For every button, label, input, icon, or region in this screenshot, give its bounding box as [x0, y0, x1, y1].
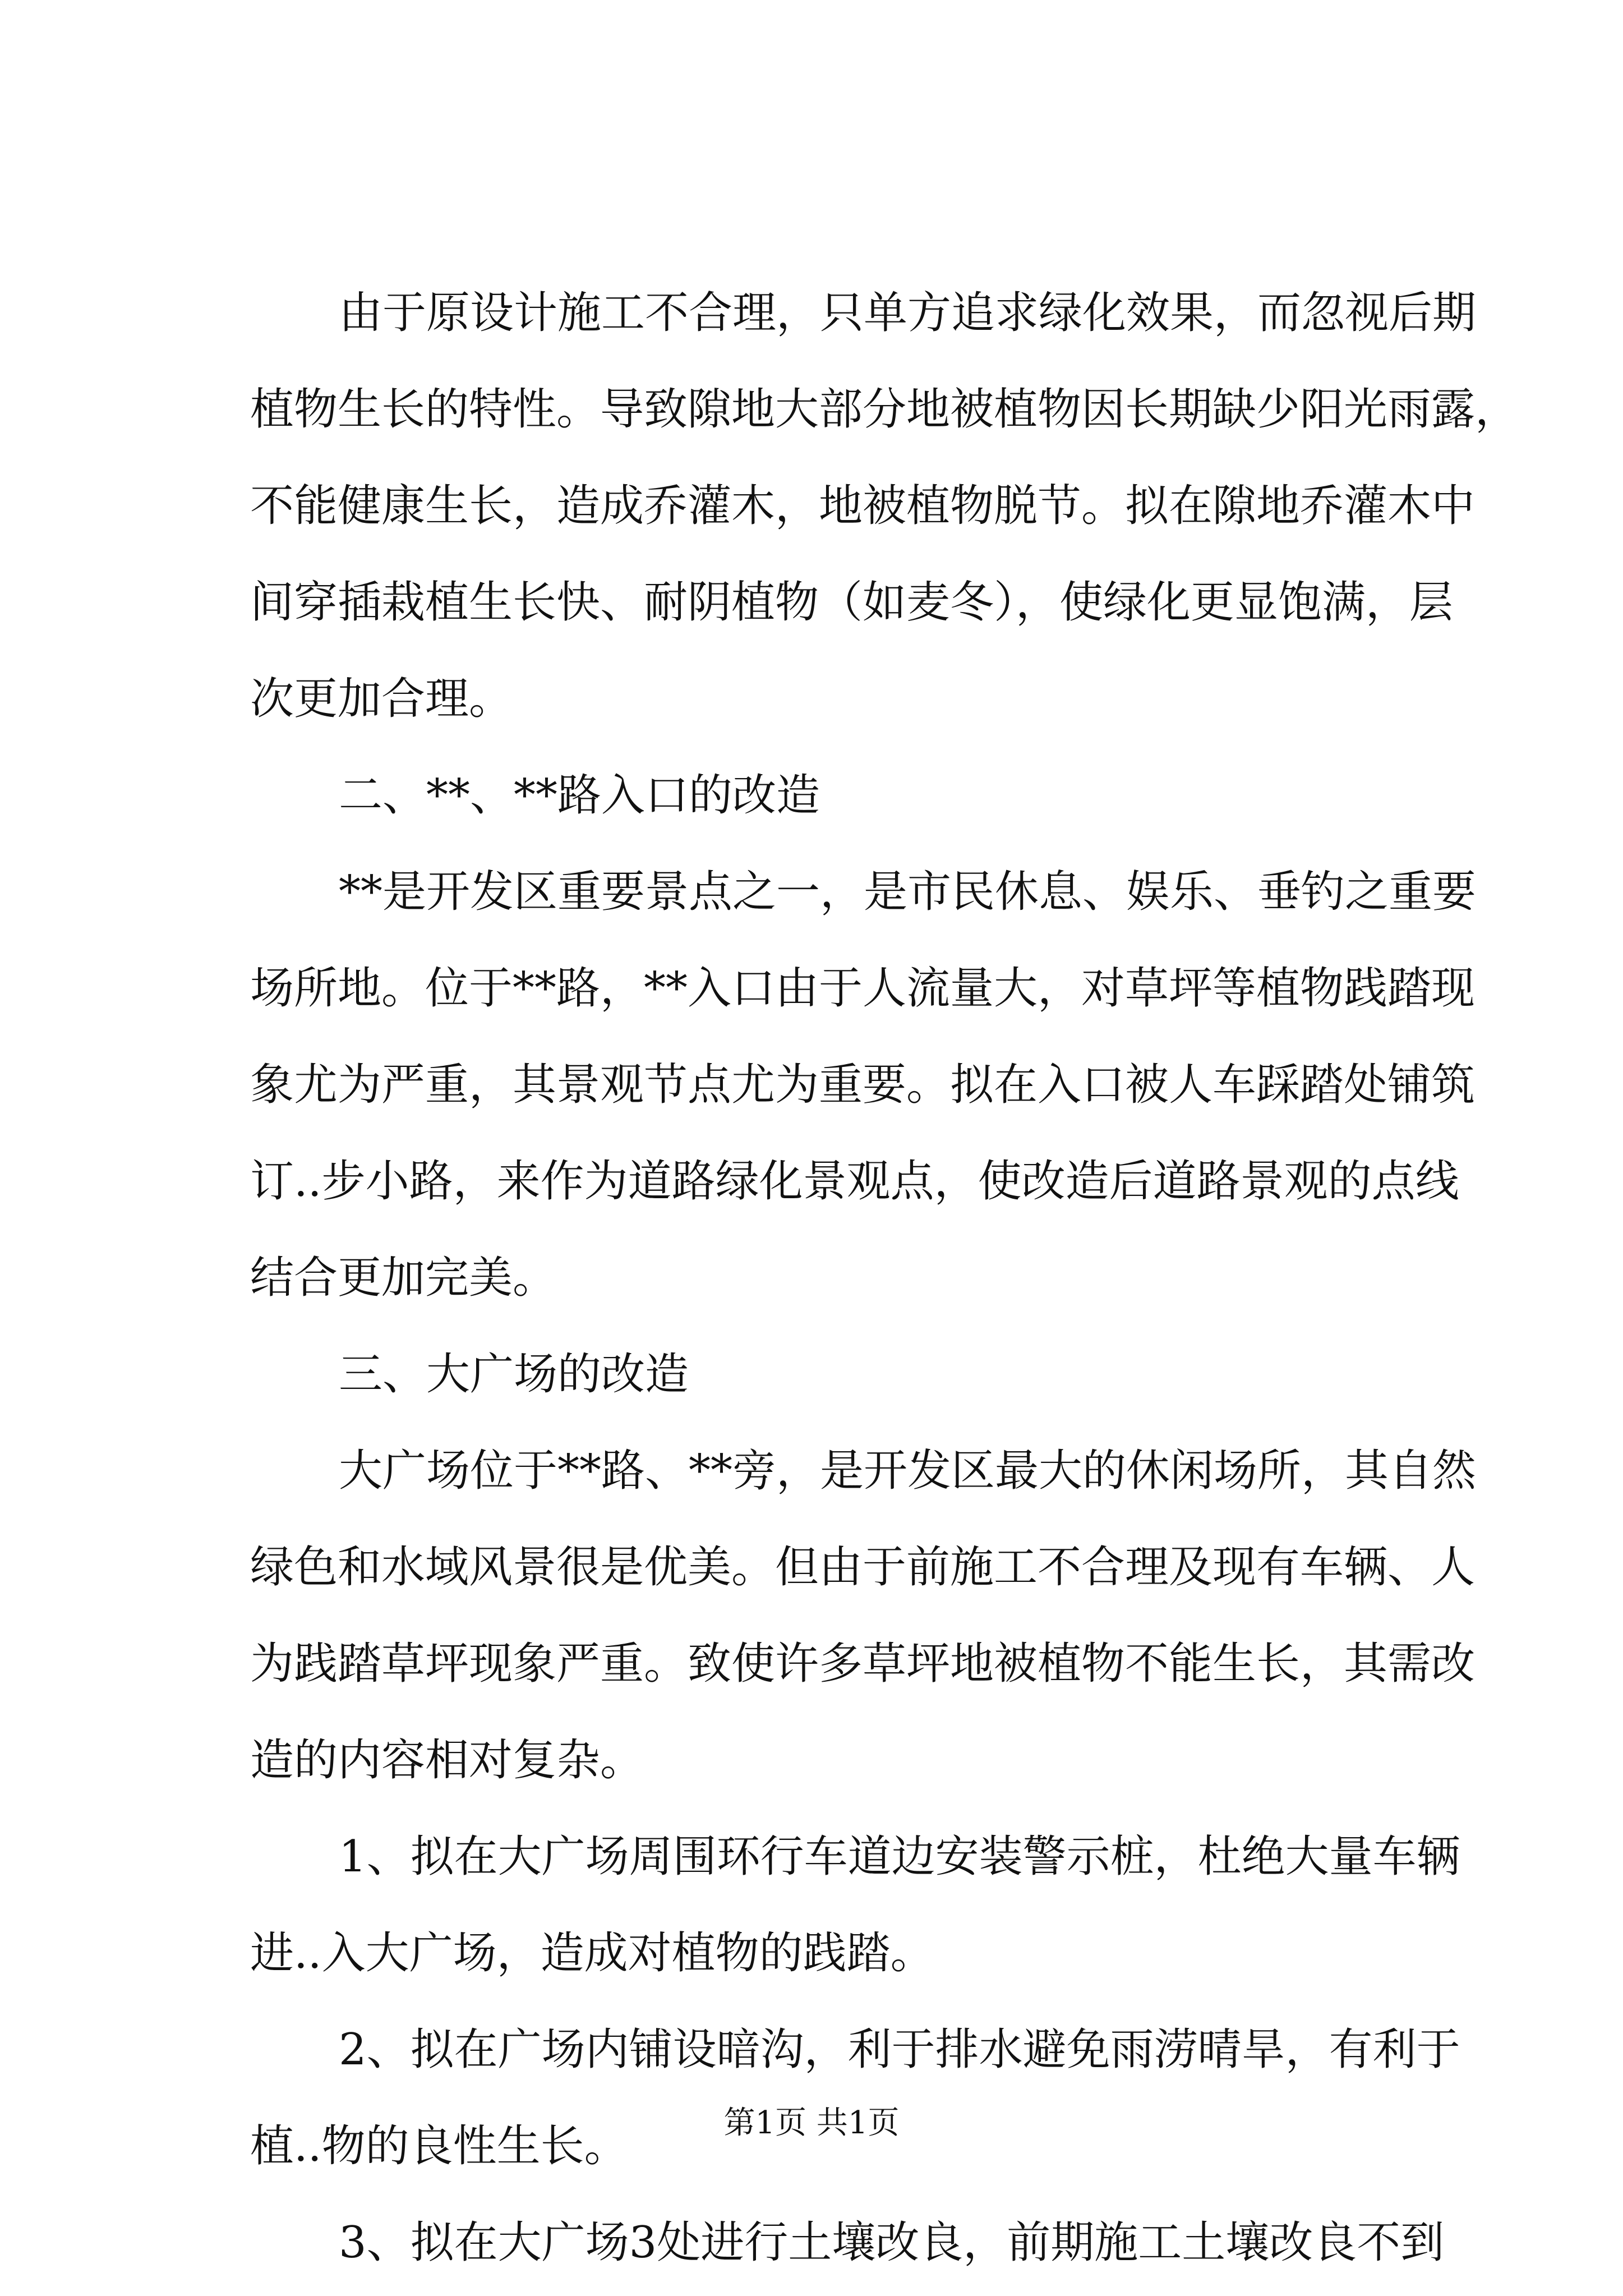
- document-body: [250, 265, 1519, 2291]
- paragraph-line: 造的内容相对复杂。: [250, 1735, 644, 1786]
- section-heading: 三、大广场的改造: [339, 1349, 689, 1400]
- paragraph-line: 不能健康生长，造成乔灌木，地被植物脱节。拟在隙地乔灌木中: [250, 481, 1476, 531]
- page-footer: [0, 2101, 1623, 2146]
- paragraph-line: 由于原设计施工不合理，只单方追求绿化效果，而忽视后期: [339, 288, 1477, 338]
- list-item-line: 1、拟在大广场周围环行车道边安装警示桩，杜绝大量车辆: [339, 1832, 1460, 1882]
- list-item-line: 植..物的良性生长。: [250, 2121, 628, 2171]
- paragraph-line: 订..步小路，来作为道路绿化景观点，使改造后道路景观的点线: [250, 1156, 1459, 1207]
- paragraph-line: 场所地。位于**路，**入口由于人流量大，对草坪等植物践踏现: [250, 963, 1476, 1014]
- paragraph-line: 次更加合理。: [250, 674, 513, 724]
- paragraph-line: 间穿插栽植生长快、耐阴植物（如麦冬），使绿化更显饱满，层: [250, 577, 1454, 628]
- list-item-line: 2、拟在广场内铺设暗沟，利于排水避免雨涝晴旱，有利于: [339, 2024, 1460, 2075]
- paragraph-line: 植物生长的特性。导致隙地大部分地被植物因长期缺少阳光雨露，: [250, 384, 1519, 435]
- paragraph-line: **是开发区重要景点之一，是市民休息、娱乐、垂钓之重要: [339, 867, 1477, 917]
- list-item-line: 3、拟在大广场3处进行土壤改良，前期施工土壤改良不到: [339, 2217, 1445, 2268]
- paragraph-line: 象尤为严重，其景观节点尤为重要。拟在入口被人车踩踏处铺筑: [250, 1060, 1476, 1110]
- page-number: 第1页 共1页: [723, 2105, 900, 2141]
- paragraph-line: 结合更加完美。: [250, 1253, 557, 1303]
- section-heading: 二、**、**路入口的改造: [339, 770, 820, 821]
- paragraph-line: 为践踏草坪现象严重。致使许多草坪地被植物不能生长，其需改: [250, 1639, 1476, 1689]
- paragraph-line: 大广场位于**路、**旁，是开发区最大的休闲场所，其自然: [339, 1446, 1477, 1496]
- list-item-line: 进..入大广场，造成对植物的践踏。: [250, 1928, 934, 1978]
- paragraph-line: 绿色和水域风景很是优美。但由于前施工不合理及现有车辆、人: [250, 1542, 1476, 1593]
